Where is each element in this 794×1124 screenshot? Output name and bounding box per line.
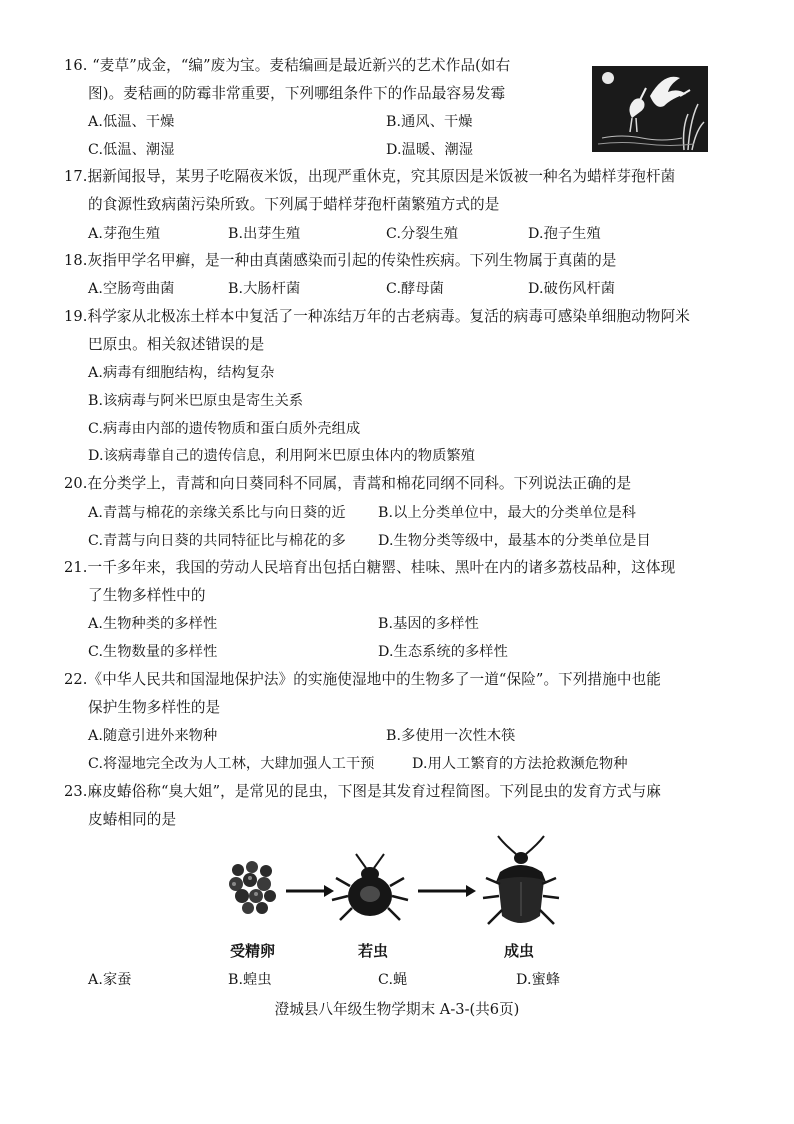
- q17-stem-line1: 17.据新闻报导，某男子吃隔夜米饭，出现严重休克，究其原因是米饭被一种名为蜡样芽孢杆菌: [64, 168, 676, 185]
- q21-stem-line1: 21.一千多年来，我国的劳动人民培育出包括白糖罂、桂味、黑叶在内的诸多荔枝品种，这体现: [64, 559, 676, 576]
- q22-option-a: A.随意引进外来物种: [88, 728, 218, 744]
- q22-option-d: D.用人工繁育的方法抢救濒危物种: [412, 756, 628, 772]
- arrow-right-icon: [418, 885, 476, 897]
- q21-option-a: A.生物种类的多样性: [88, 616, 218, 632]
- q21-stem-line2: 了生物多样性中的: [88, 587, 206, 604]
- page-footer: 澄城县八年级生物学期末 A-3-(共6页): [274, 1001, 520, 1018]
- q22-stem-line1: 22.《中华人民共和国湿地保护法》的实施使湿地中的生物多了一道“保险”。下列措施中也能: [64, 671, 661, 688]
- q21-option-c: C.生物数量的多样性: [88, 644, 218, 660]
- q22-stem-line2: 保护生物多样性的是: [88, 699, 221, 716]
- nymph-icon: [332, 854, 408, 920]
- q22-option-b: B.多使用一次性木筷: [386, 728, 516, 744]
- q18-option-c: C.酵母菌: [386, 281, 444, 297]
- q19-option-a: A.病毒有细胞结构，结构复杂: [88, 365, 275, 381]
- q18-option-b: B.大肠杆菌: [228, 281, 301, 297]
- q22-option-c: C.将湿地完全改为人工林，大肆加强人工干预: [88, 756, 375, 772]
- q23-stem-line2: 皮蝽相同的是: [88, 811, 177, 828]
- q16-option-b: B.通风、干燥: [386, 114, 473, 130]
- egg-cluster-icon: [229, 861, 276, 914]
- q19-stem-line1: 19.科学家从北极冻土样本中复活了一种冻结万年的古老病毒。复活的病毒可感染单细胞动物阿米: [64, 308, 690, 325]
- label-egg: 受精卵: [230, 942, 276, 960]
- q18-stem-line1: 18.灰指甲学名甲癣，是一种由真菌感染而引起的传染性疾病。下列生物属于真菌的是: [64, 252, 617, 269]
- q19-option-b: B.该病毒与阿米巴原虫是寄生关系: [88, 393, 304, 409]
- q20-option-b: B.以上分类单位中，最大的分类单位是科: [378, 505, 637, 521]
- q18-option-d: D.破伤风杆菌: [528, 281, 616, 297]
- adult-bug-icon: [483, 836, 559, 924]
- q17-stem-line2: 的食源性致病菌污染所致。下列属于蜡样芽孢杆菌繁殖方式的是: [88, 196, 500, 213]
- q23-stem-line1: 23.麻皮蝽俗称“臭大姐”，是常见的昆虫，下图是其发育过程简图。下列昆虫的发育方式与麻: [64, 783, 661, 800]
- q16-stem-line1: 16. “麦草”成金，“编”废为宝。麦秸编画是最近新兴的艺术作品(如右: [64, 57, 511, 74]
- q20-option-a: A.青蒿与棉花的亲缘关系比与向日葵的近: [88, 505, 346, 521]
- q16-option-c: C.低温、潮湿: [88, 142, 175, 158]
- q23-option-b: B.蝗虫: [228, 972, 272, 988]
- q21-option-d: D.生态系统的多样性: [378, 644, 508, 660]
- development-figure: [220, 834, 580, 964]
- arrow-right-icon: [286, 885, 334, 897]
- q17-option-d: D.孢子生殖: [528, 226, 601, 242]
- q19-option-c: C.病毒由内部的遗传物质和蛋白质外壳组成: [88, 421, 361, 437]
- q16-option-a: A.低温、干燥: [88, 114, 175, 130]
- q23-option-c: C.蝇: [378, 972, 408, 988]
- q23-option-d: D.蜜蜂: [516, 972, 561, 988]
- label-adult: 成虫: [504, 942, 535, 960]
- q17-option-a: A.芽孢生殖: [88, 226, 161, 242]
- q23-option-a: A.家蚕: [88, 972, 132, 988]
- q20-stem-line1: 20.在分类学上，青蒿和向日葵同科不同属，青蒿和棉花同纲不同科。下列说法正确的是: [64, 475, 632, 492]
- q16-stem-line2: 图)。麦秸画的防霉非常重要，下列哪组条件下的作品最容易发霉: [88, 85, 506, 102]
- q17-option-c: C.分裂生殖: [386, 226, 459, 242]
- straw-painting-icon: [592, 66, 708, 152]
- q16-option-d: D.温暖、潮湿: [386, 142, 474, 158]
- q20-option-c: C.青蒿与向日葵的共同特征比与棉花的多: [88, 533, 346, 549]
- q21-option-b: B.基因的多样性: [378, 616, 479, 632]
- q17-option-b: B.出芽生殖: [228, 226, 301, 242]
- q19-stem-line2: 巴原虫。相关叙述错误的是: [88, 336, 265, 353]
- q19-option-d: D.该病毒靠自己的遗传信息，利用阿米巴原虫体内的物质繁殖: [88, 448, 476, 464]
- q18-option-a: A.空肠弯曲菌: [88, 281, 175, 297]
- label-nymph: 若虫: [358, 942, 389, 960]
- q20-option-d: D.生物分类等级中，最基本的分类单位是目: [378, 533, 651, 549]
